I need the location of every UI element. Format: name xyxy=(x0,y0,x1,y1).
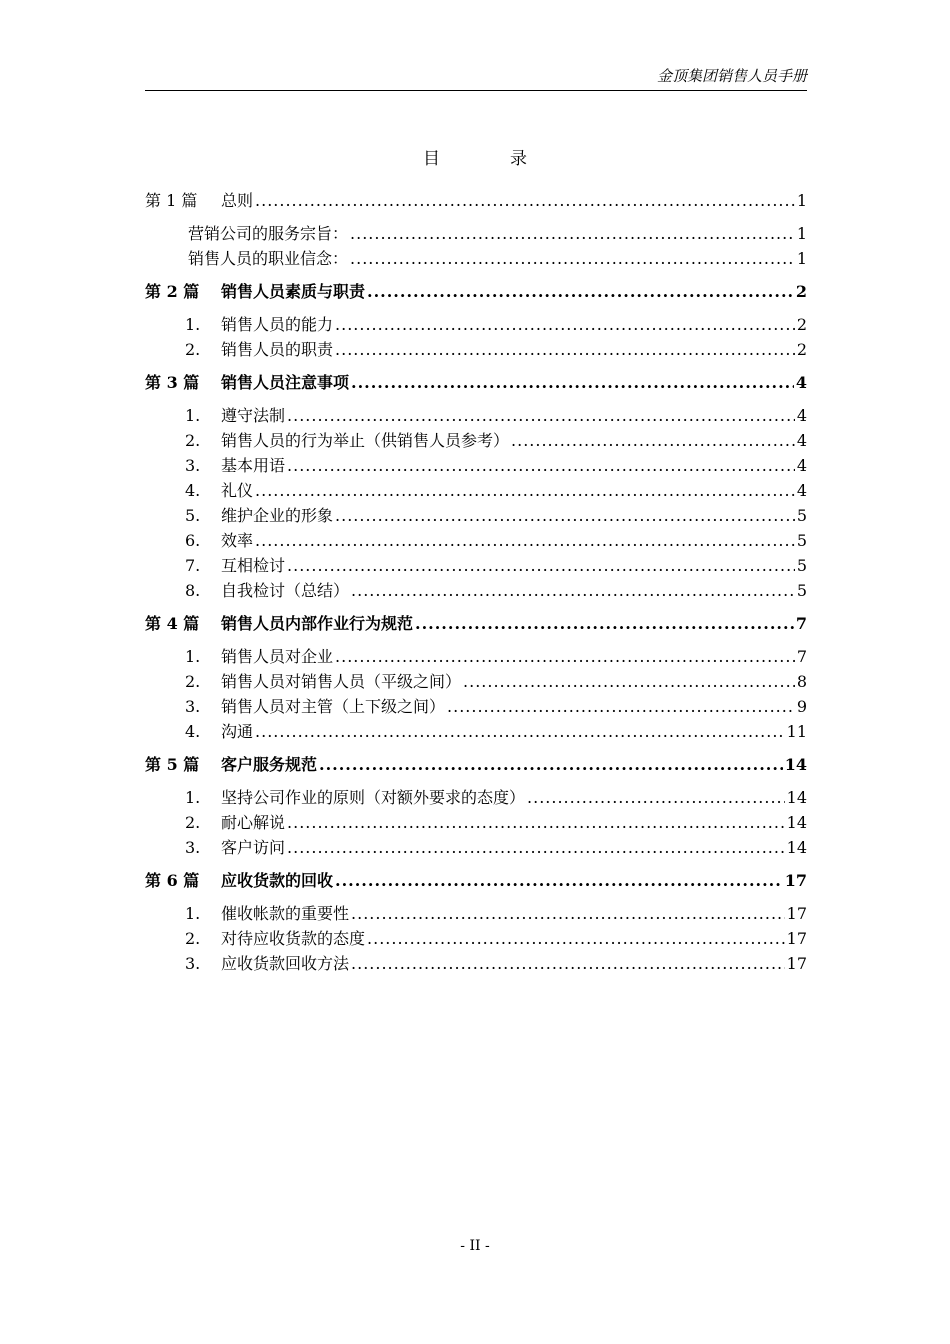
toc-entry-page: 17 xyxy=(786,904,807,923)
toc-entry[interactable] xyxy=(145,926,807,951)
dot-leader xyxy=(335,868,783,893)
toc-entry-number: 第 4 篇 xyxy=(145,614,200,633)
toc-entry-page: 5 xyxy=(796,556,807,575)
toc-entry[interactable] xyxy=(145,279,807,304)
toc-entry[interactable] xyxy=(145,553,807,578)
toc-entry-page: 1 xyxy=(796,249,807,268)
dot-leader xyxy=(287,810,785,835)
toc-entry-page: 5 xyxy=(796,506,807,525)
toc-entry-number: 3. xyxy=(185,954,201,973)
dot-leader xyxy=(255,478,795,503)
toc-entry-number: 1. xyxy=(185,315,201,334)
toc-entry-number: 2. xyxy=(185,672,201,691)
toc-entry-page: 17 xyxy=(784,871,807,890)
page-header xyxy=(145,66,807,91)
toc-entry-page: 1 xyxy=(796,191,807,210)
toc-entry-page: 4 xyxy=(796,481,807,500)
toc-entry-label: 礼仪 xyxy=(221,481,254,500)
toc-entry-label: 销售人员注意事项 xyxy=(221,373,350,392)
toc-entry-label: 对待应收货款的态度 xyxy=(221,929,366,948)
dot-leader xyxy=(447,694,795,719)
toc-entry[interactable] xyxy=(145,810,807,835)
toc-entry-page: 4 xyxy=(796,456,807,475)
toc-entry-page: 4 xyxy=(796,406,807,425)
toc-entry-page: 2 xyxy=(796,340,807,359)
dot-leader xyxy=(335,337,795,362)
toc-entry-number: 3. xyxy=(185,456,201,475)
dot-leader xyxy=(319,752,783,777)
toc-entry-number: 1. xyxy=(185,904,201,923)
dot-leader xyxy=(335,312,795,337)
toc-heading xyxy=(0,144,950,169)
dot-leader xyxy=(527,785,785,810)
toc-entry-label: 遵守法制 xyxy=(221,406,286,425)
toc-entry[interactable] xyxy=(145,578,807,603)
toc-entry-number: 3. xyxy=(185,697,201,716)
toc-entry-page: 4 xyxy=(795,373,807,392)
toc-entry[interactable] xyxy=(145,528,807,553)
toc-entry[interactable] xyxy=(145,370,807,395)
toc-entry-label: 互相检讨 xyxy=(221,556,286,575)
dot-leader xyxy=(255,188,795,213)
toc-entry-label: 效率 xyxy=(221,531,254,550)
toc-entry-number: 2. xyxy=(185,929,201,948)
toc-entry-label: 销售人员对销售人员（平级之间） xyxy=(221,672,462,691)
toc-entry-page: 2 xyxy=(796,315,807,334)
toc-entry[interactable] xyxy=(145,785,807,810)
toc-entry-label: 销售人员内部作业行为规范 xyxy=(221,614,414,633)
toc-entry-number: 1. xyxy=(185,406,201,425)
toc-entry[interactable] xyxy=(145,503,807,528)
toc-entry-number: 6. xyxy=(185,531,201,550)
toc-entry-page: 4 xyxy=(796,431,807,450)
toc-entry-label: 销售人员对企业 xyxy=(221,647,334,666)
toc-entry-number: 4. xyxy=(185,481,201,500)
toc-entry-number: 2. xyxy=(185,813,201,832)
toc-entry[interactable] xyxy=(145,312,807,337)
toc-entry-label: 销售人员素质与职责 xyxy=(221,282,366,301)
toc-entry-label: 销售人员的能力 xyxy=(221,315,334,334)
dot-leader xyxy=(255,528,795,553)
toc-entry-number: 4. xyxy=(185,722,201,741)
toc-entry-number: 5. xyxy=(185,506,201,525)
toc-entry-number: 2. xyxy=(185,340,201,359)
toc-entry[interactable] xyxy=(145,835,807,860)
toc-entry-number: 第 3 篇 xyxy=(145,373,200,392)
toc-entry-page: 14 xyxy=(784,755,807,774)
dot-leader xyxy=(351,370,794,395)
dot-leader xyxy=(367,279,794,304)
toc-entry-label: 基本用语 xyxy=(221,456,286,475)
toc-entry[interactable] xyxy=(145,752,807,777)
dot-leader xyxy=(350,221,795,246)
toc-entry-label: 总则 xyxy=(221,191,254,210)
toc-entry[interactable] xyxy=(145,901,807,926)
table-of-contents xyxy=(145,188,807,976)
toc-entry-page: 8 xyxy=(796,672,807,691)
toc-entry-number: 8. xyxy=(185,581,201,600)
toc-entry[interactable] xyxy=(145,644,807,669)
dot-leader xyxy=(287,553,795,578)
toc-entry-number: 1. xyxy=(185,788,201,807)
dot-leader xyxy=(335,644,795,669)
toc-entry-page: 14 xyxy=(786,788,807,807)
dot-leader xyxy=(415,611,794,636)
toc-entry[interactable] xyxy=(145,951,807,976)
toc-entry-page: 2 xyxy=(795,282,807,301)
toc-entry-label: 销售人员的行为举止（供销售人员参考） xyxy=(221,431,510,450)
toc-entry[interactable] xyxy=(145,246,807,271)
toc-entry-page: 17 xyxy=(786,954,807,973)
toc-entry-page: 14 xyxy=(786,813,807,832)
toc-heading-left: 目 xyxy=(423,149,440,169)
toc-entry-page: 7 xyxy=(795,614,807,633)
toc-entry-number: 2. xyxy=(185,431,201,450)
dot-leader xyxy=(255,719,785,744)
toc-entry-page: 17 xyxy=(786,929,807,948)
page-number: - II - xyxy=(460,1238,490,1254)
dot-leader xyxy=(287,453,795,478)
toc-entry-number: 1. xyxy=(185,647,201,666)
dot-leader xyxy=(287,835,785,860)
toc-entry-label: 自我检讨（总结） xyxy=(221,581,350,600)
dot-leader xyxy=(335,503,795,528)
document-title: 金顶集团销售人员手册 xyxy=(656,67,807,85)
toc-entry[interactable] xyxy=(145,337,807,362)
toc-entry[interactable] xyxy=(145,188,807,213)
dot-leader xyxy=(351,578,795,603)
toc-entry-label: 客户服务规范 xyxy=(221,755,318,774)
toc-entry-page: 7 xyxy=(796,647,807,666)
toc-entry[interactable] xyxy=(145,868,807,893)
toc-entry-label: 销售人员对主管（上下级之间） xyxy=(221,697,446,716)
dot-leader xyxy=(463,669,795,694)
toc-entry[interactable] xyxy=(145,478,807,503)
toc-entry-number: 第 2 篇 xyxy=(145,282,200,301)
toc-entry-label: 应收货款的回收 xyxy=(221,871,334,890)
toc-entry[interactable] xyxy=(145,403,807,428)
toc-entry-label: 销售人员的职业信念： xyxy=(188,249,349,268)
toc-entry[interactable] xyxy=(145,719,807,744)
dot-leader xyxy=(287,403,795,428)
dot-leader xyxy=(350,246,795,271)
dot-leader xyxy=(351,951,785,976)
toc-entry-label: 催收帐款的重要性 xyxy=(221,904,350,923)
toc-entry-number: 第 1 篇 xyxy=(145,191,198,210)
dot-leader xyxy=(367,926,785,951)
toc-entry-label: 坚持公司作业的原则（对额外要求的态度） xyxy=(221,788,526,807)
toc-entry-number: 第 6 篇 xyxy=(145,871,200,890)
toc-entry-label: 维护企业的形象 xyxy=(221,506,334,525)
dot-leader xyxy=(511,428,795,453)
toc-entry-page: 5 xyxy=(796,531,807,550)
toc-entry-label: 销售人员的职责 xyxy=(221,340,334,359)
toc-entry[interactable] xyxy=(145,428,807,453)
toc-entry[interactable] xyxy=(145,453,807,478)
toc-entry-label: 营销公司的服务宗旨： xyxy=(188,224,349,243)
toc-entry[interactable] xyxy=(145,221,807,246)
toc-entry-number: 7. xyxy=(185,556,201,575)
toc-entry-page: 11 xyxy=(786,722,807,741)
toc-entry[interactable] xyxy=(145,694,807,719)
toc-entry-label: 应收货款回收方法 xyxy=(221,954,350,973)
toc-entry-page: 1 xyxy=(796,224,807,243)
toc-heading-right: 录 xyxy=(510,149,527,169)
toc-entry-page: 9 xyxy=(796,697,807,716)
toc-entry-number: 第 5 篇 xyxy=(145,755,200,774)
toc-entry-page: 14 xyxy=(786,838,807,857)
toc-entry-label: 沟通 xyxy=(221,722,254,741)
toc-entry[interactable] xyxy=(145,669,807,694)
toc-entry-page: 5 xyxy=(796,581,807,600)
toc-entry-label: 耐心解说 xyxy=(221,813,286,832)
toc-entry-number: 3. xyxy=(185,838,201,857)
toc-entry[interactable] xyxy=(145,611,807,636)
dot-leader xyxy=(351,901,785,926)
toc-entry-label: 客户访问 xyxy=(221,838,286,857)
